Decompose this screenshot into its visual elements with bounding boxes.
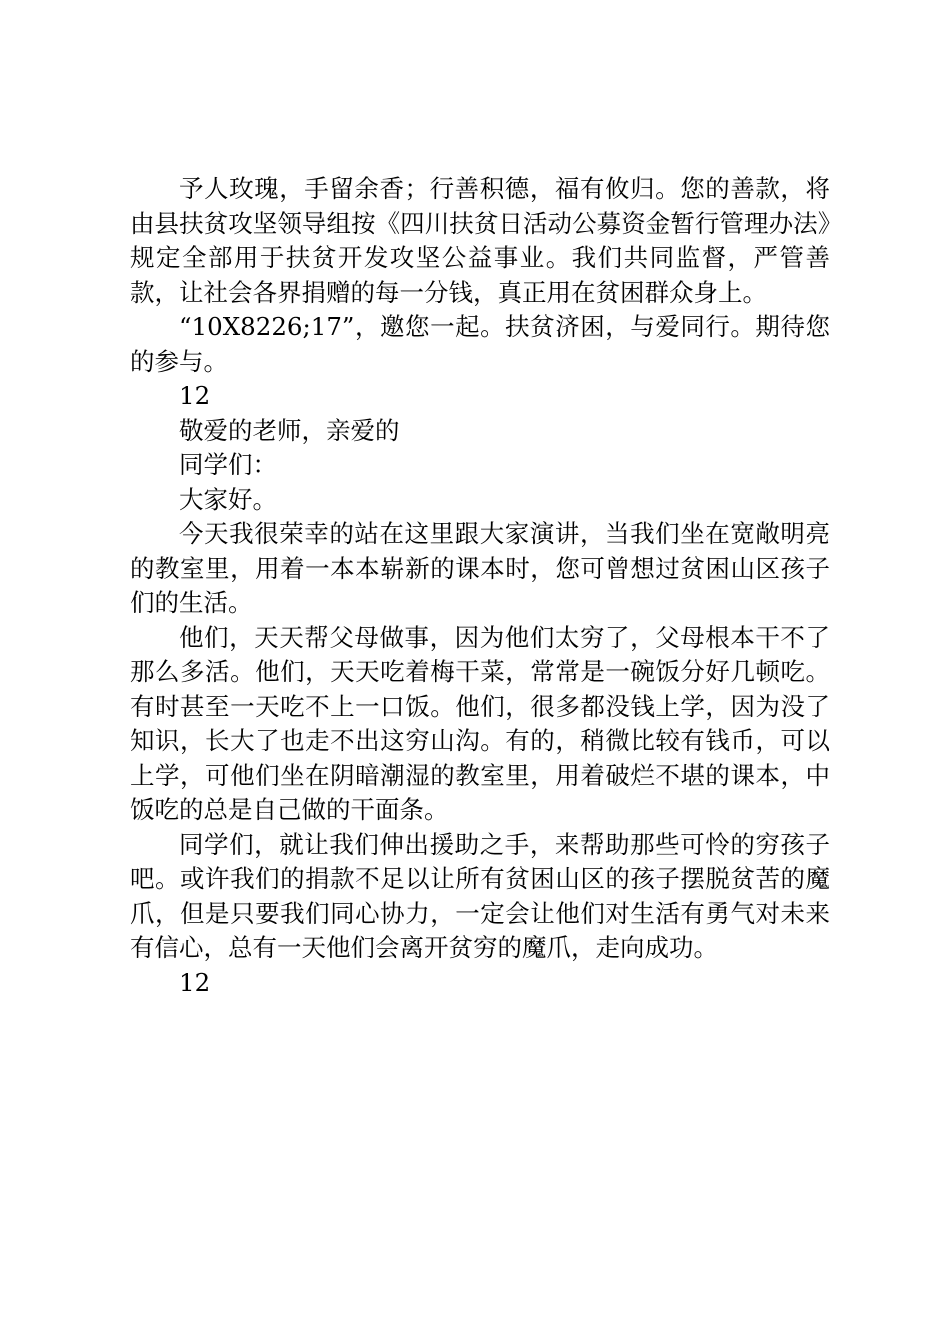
paragraph-donation-pledge: 予人玫瑰，手留余香；行善积德，福有攸归。您的善款，将由县扶贫攻坚领导组按《四川扶贫日活动公募资金暂行管理办法》规定全部用于扶贫开发攻坚公益事业。我们共同监督，严管善款，让社会各界捐赠的每一分钱，真正用在贫困群众身上。 [130,174,830,307]
salutation-classmates: 同学们： [179,450,277,479]
page-number: 12 [179,967,211,997]
paragraph-invitation: “10X8226;17”，邀您一起。扶贫济困，与爱同行。期待您的参与。 [130,312,830,376]
paragraph-children-life: 他们，天天帮父母做事，因为他们太穷了，父母根本干不了那么多活。他们，天天吃着梅干菜，常常是一碗饭分好几顿吃。有时甚至一天吃不上一口饭。他们，很多都没钱上学，因为没了知识，长大了也走不出这穷山沟。有的，稍微比较有钱币，可以上学，可他们坐在阴暗潮湿的教室里，用着破烂不堪的课本，中饭吃的总是自己做的干面条。 [130,622,830,824]
document-body [130,172,830,1000]
salutation-teachers: 敬爱的老师，亲爱的 [179,415,400,445]
page-number: 12 [179,381,211,410]
paragraph-call-to-action: 同学们，就让我们伸出援助之手，来帮助那些可怜的穷孩子吧。或许我们的捐款不足以让所有贫困山区的孩子摆脱贫苦的魔爪，但是只要我们同心协力，一定会让他们对生活有勇气对未来有信心，总有一天他们会离开贫穷的魔爪，走向成功。 [130,829,830,962]
paragraph-speech-intro: 今天我很荣幸的站在这里跟大家演讲，当我们坐在宽敞明亮的教室里，用着一本本崭新的课本时，您可曾想过贫困山区孩子们的生活。 [130,519,830,617]
greeting: 大家好。 [179,484,277,514]
